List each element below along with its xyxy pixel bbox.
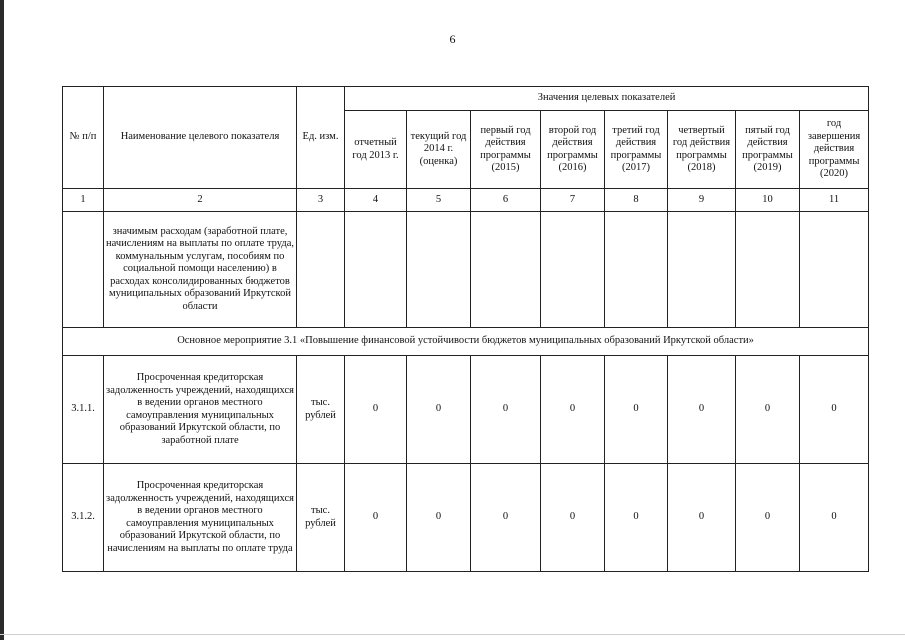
empty-cell <box>668 212 736 328</box>
header-year: год завершения действия программы (2020) <box>800 111 869 189</box>
empty-cell <box>736 212 800 328</box>
column-number: 3 <box>297 189 345 212</box>
header-year: второй год действия программы (2016) <box>541 111 605 189</box>
row-value: 0 <box>736 464 800 572</box>
row-value: 0 <box>800 464 869 572</box>
header-year: пятый год действия программы (2019) <box>736 111 800 189</box>
row-value: 0 <box>471 464 541 572</box>
row-value: 0 <box>605 464 668 572</box>
table-row <box>63 356 869 464</box>
row-value: 0 <box>345 356 407 464</box>
row-num: 3.1.1. <box>63 356 104 464</box>
column-number: 11 <box>800 189 869 212</box>
row-value: 0 <box>471 356 541 464</box>
column-number: 1 <box>63 189 104 212</box>
header-year: отчетный год 2013 г. <box>345 111 407 189</box>
row-value: 0 <box>668 356 736 464</box>
column-number-row <box>63 189 869 212</box>
page-number: 6 <box>449 32 456 46</box>
row-num: 3.1.2. <box>63 464 104 572</box>
empty-cell <box>407 212 471 328</box>
column-number: 9 <box>668 189 736 212</box>
column-number: 7 <box>541 189 605 212</box>
table-row <box>63 464 869 572</box>
row-value: 0 <box>668 464 736 572</box>
row-indicator-name: Просроченная кредиторская задолженность учреждений, находящихся в ведении органов местного самоуправления муниципальных образований Иркутской области, по заработной плате <box>104 356 297 464</box>
column-number: 6 <box>471 189 541 212</box>
header-row-group <box>63 87 869 111</box>
main-event-title: Основное мероприятие 3.1 «Повышение финансовой устойчивости бюджетов муниципальных образований Иркутской области» <box>63 328 869 356</box>
empty-cell <box>297 212 345 328</box>
continuation-row <box>63 212 869 328</box>
header-year: третий год действия программы (2017) <box>605 111 668 189</box>
row-value: 0 <box>407 356 471 464</box>
row-value: 0 <box>541 356 605 464</box>
continuation-num-cell <box>63 212 104 328</box>
scan-left-edge <box>0 0 4 640</box>
column-number: 4 <box>345 189 407 212</box>
header-name: Наименование целевого показателя <box>104 87 297 189</box>
row-value: 0 <box>736 356 800 464</box>
row-value: 0 <box>407 464 471 572</box>
header-unit: Ед. изм. <box>297 87 345 189</box>
column-number: 8 <box>605 189 668 212</box>
row-value: 0 <box>541 464 605 572</box>
empty-cell <box>541 212 605 328</box>
empty-cell <box>605 212 668 328</box>
header-group-title: Значения целевых показателей <box>345 87 869 111</box>
row-value: 0 <box>345 464 407 572</box>
row-value: 0 <box>800 356 869 464</box>
empty-cell <box>345 212 407 328</box>
row-value: 0 <box>605 356 668 464</box>
row-unit: тыс. рублей <box>297 464 345 572</box>
header-year: первый год действия программы (2015) <box>471 111 541 189</box>
target-indicators-table <box>62 86 869 572</box>
column-number: 10 <box>736 189 800 212</box>
row-indicator-name: Просроченная кредиторская задолженность учреждений, находящихся в ведении органов местного самоуправления муниципальных образований Иркутской области, по начислениям на выплаты по оплате труда <box>104 464 297 572</box>
row-unit: тыс. рублей <box>297 356 345 464</box>
continuation-text: значимым расходам (заработной плате, начислениям на выплаты по оплате труда, коммунальным услугам, пособиям по социальной помощи населению) в расходах консолидированных бюджетов муниципальных образований Иркутской области <box>104 212 297 328</box>
empty-cell <box>800 212 869 328</box>
column-number: 5 <box>407 189 471 212</box>
header-year: четвертый год действия программы (2018) <box>668 111 736 189</box>
column-number: 2 <box>104 189 297 212</box>
header-num: № п/п <box>63 87 104 189</box>
main-event-row <box>63 328 869 356</box>
header-year: текущий год 2014 г. (оценка) <box>407 111 471 189</box>
empty-cell <box>471 212 541 328</box>
scan-bottom-edge <box>0 634 905 635</box>
